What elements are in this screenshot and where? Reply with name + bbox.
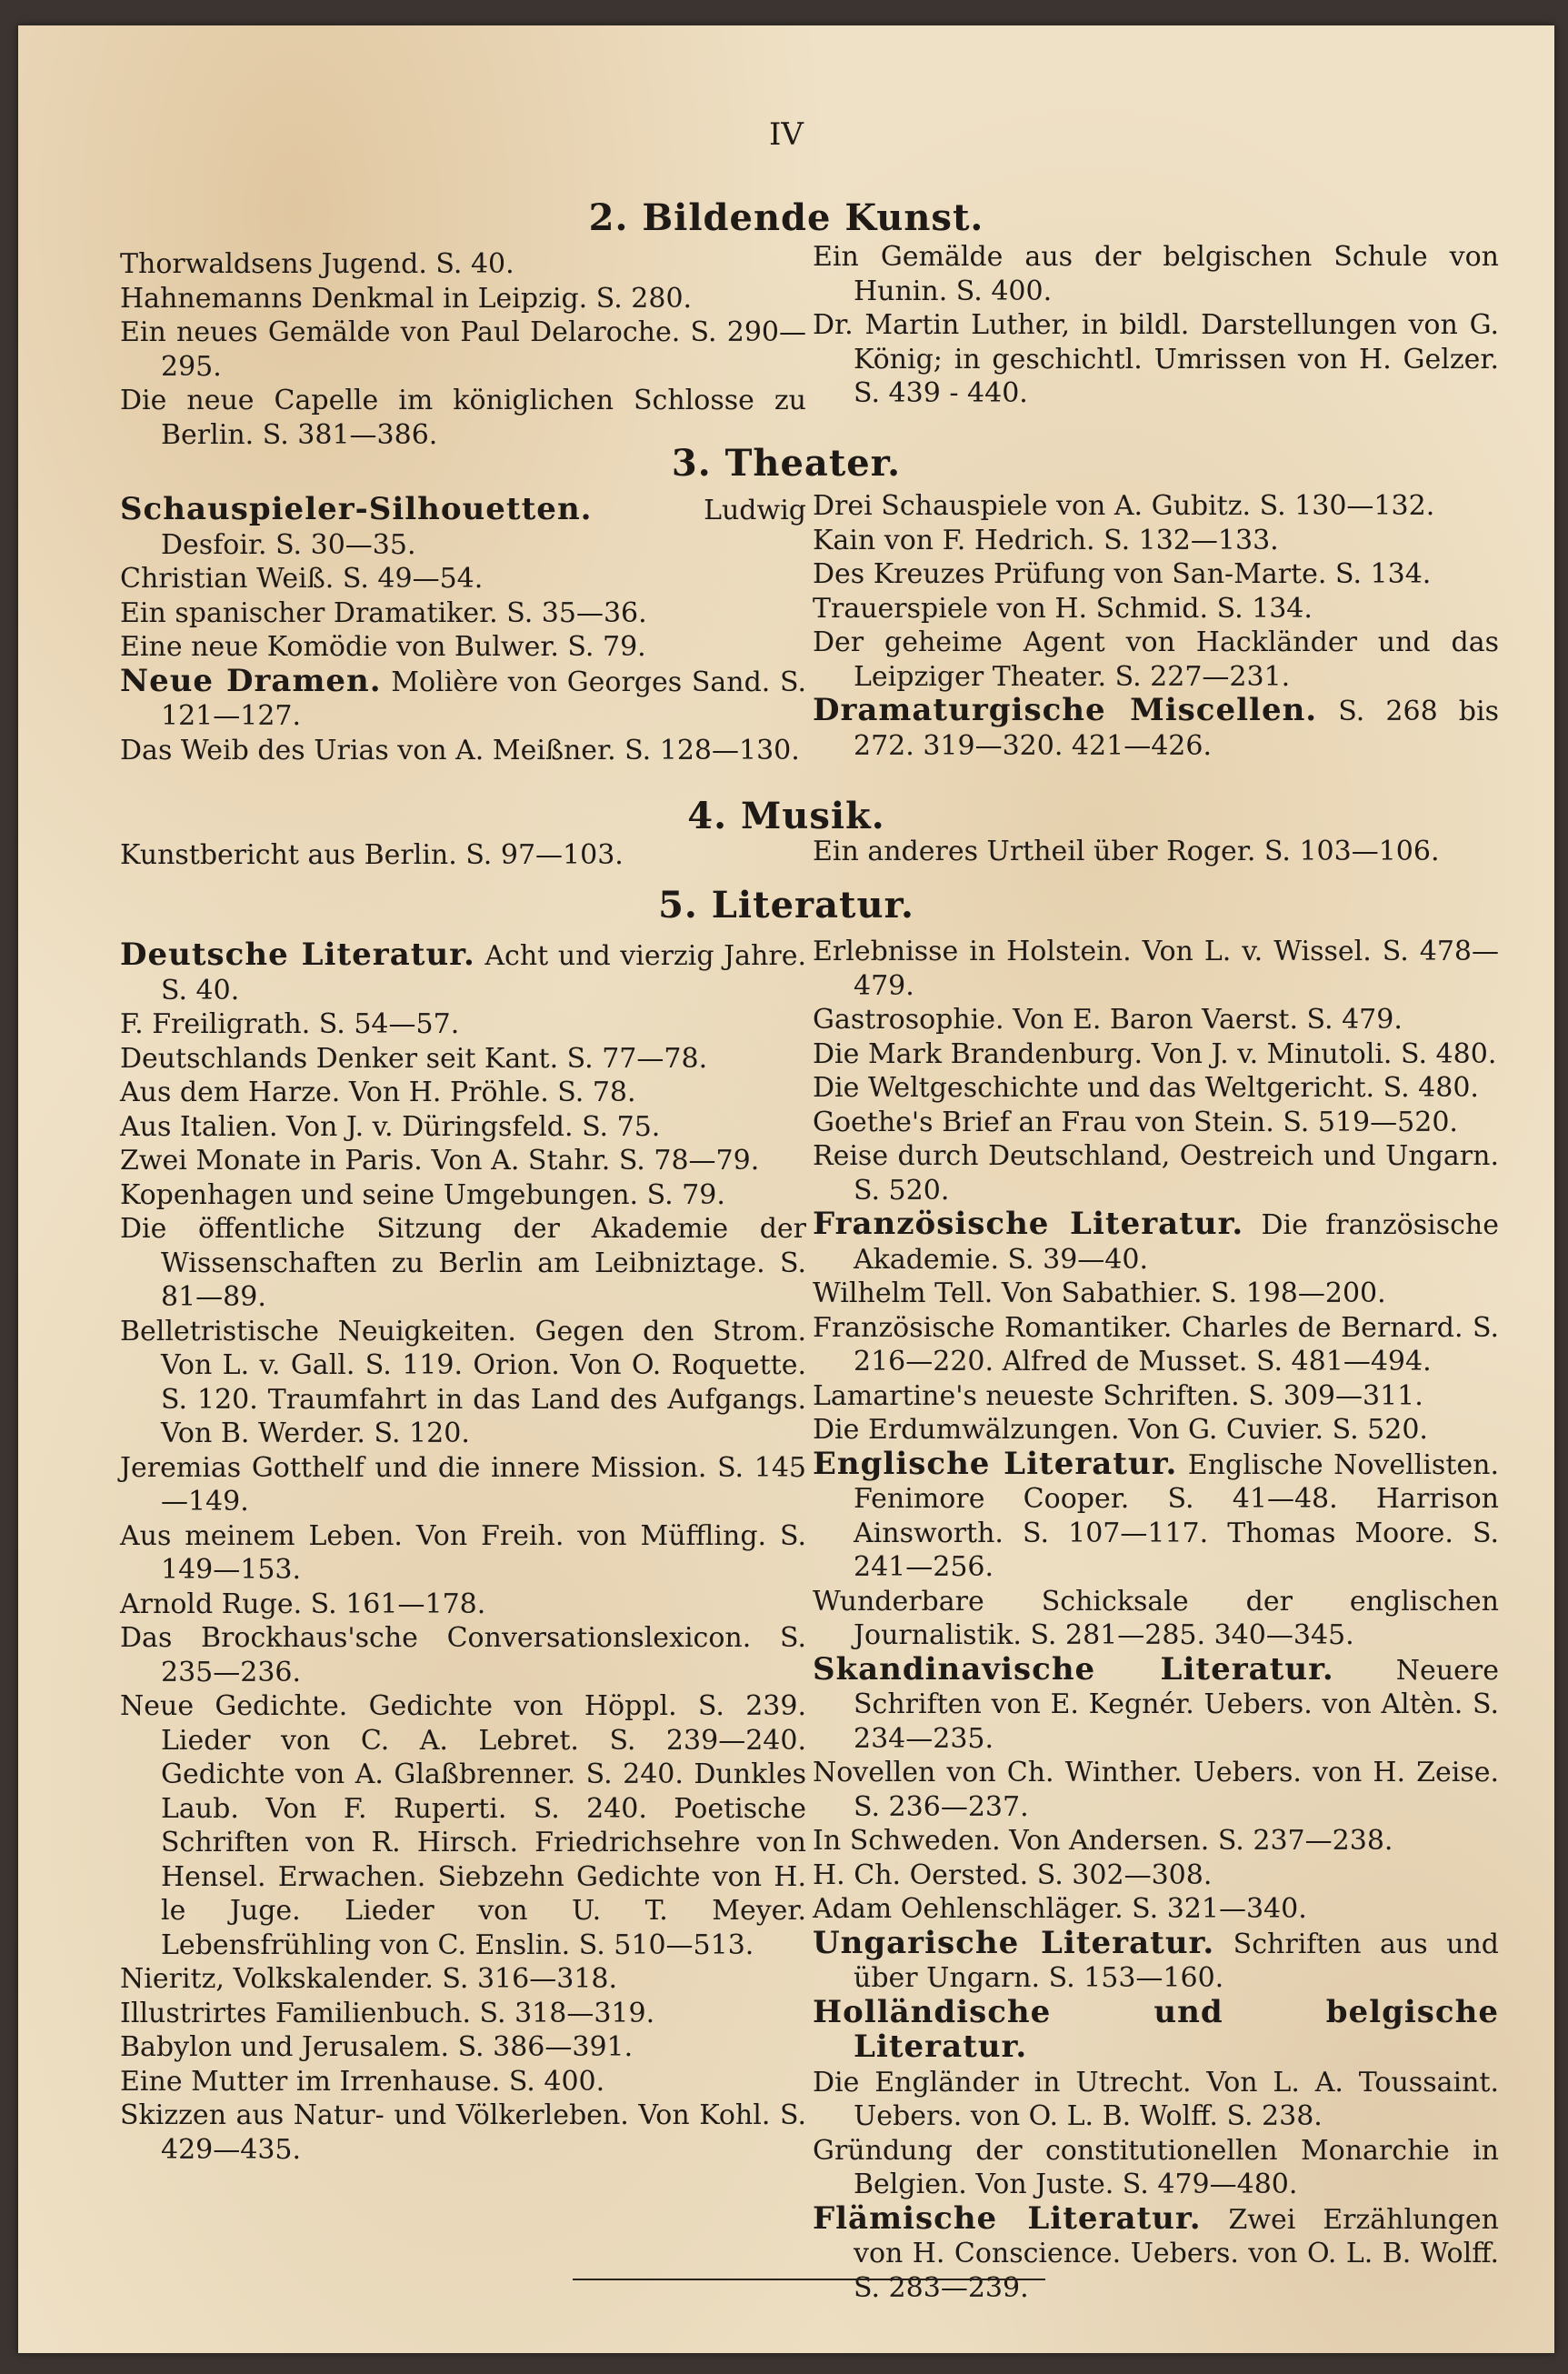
index-entry: [120, 282, 806, 316]
index-entry: [120, 1178, 806, 1213]
index-entry: [813, 1924, 1499, 1996]
index-entry: [813, 1413, 1499, 1447]
entry-text: Ein anderes Urtheil über Roger. S. 103—106.: [813, 836, 1440, 867]
index-entry: [120, 1621, 806, 1689]
entry-text: Hahnemanns Denkmal in Leipzig. S. 280.: [120, 282, 693, 315]
entry-text: Babylon und Jerusalem. S. 386—391.: [120, 2031, 634, 2063]
index-entry: [813, 1993, 1499, 2066]
index-entry: [813, 1071, 1499, 1106]
entry-text: Neuere Schriften von E. Kegnér. Uebers. von Altèn. S. 234—235.: [854, 1654, 1499, 1755]
index-entry: [120, 1689, 806, 1962]
entry-text: Belletristische Neuigkeiten. Gegen den Strom. Von L. v. Gall. S. 119. Orion. Von O. Roquette. S. 120. Traumfahrt in das Land des Aufgangs. Von B. Werder. S. 120.: [120, 1315, 806, 1449]
entry-text: Ein spanischer Dramatiker. S. 35—36.: [120, 596, 647, 629]
index-entry: [813, 1858, 1499, 1893]
entry-text: Das Brockhaus'sche Conversationslexicon. S. 235—236.: [120, 1622, 806, 1688]
entry-text: Kain von F. Hedrich. S. 132—133.: [813, 524, 1279, 556]
entry-category-heading: Flämische Literatur.: [813, 2199, 1202, 2237]
index-entry: [120, 662, 806, 734]
entry-text: Die Erdumwälzungen. Von G. Cuvier. S. 520.: [813, 1414, 1428, 1446]
entry-text: Nieritz, Volkskalender. S. 316—318.: [120, 1963, 618, 1995]
section-bildende-kunst-left-column: [120, 247, 806, 452]
entry-text: Eine Mutter im Irrenhause. S. 400.: [120, 2065, 605, 2098]
entry-category-heading: Dramaturgische Miscellen.: [813, 692, 1318, 728]
entry-text: Ein neues Gemälde von Paul Delaroche. S. 290—295.: [120, 316, 806, 383]
entry-text: Aus dem Harze. Von H. Pröhle. S. 78.: [120, 1077, 636, 1108]
entry-text: Molière von Georges Sand. S. 121—127.: [161, 666, 806, 732]
entry-category-heading: Englische Literatur.: [813, 1445, 1178, 1482]
index-entry: [120, 316, 806, 384]
section-musik-left-column: [120, 838, 806, 873]
index-entry: [813, 240, 1499, 308]
index-entry: [120, 2030, 806, 2065]
index-entry: [813, 592, 1499, 626]
index-entry: [813, 2066, 1499, 2134]
entry-text: Eine neue Komödie von Bulwer. S. 79.: [120, 631, 646, 663]
entry-category-heading: Neue Dramen.: [120, 662, 382, 699]
index-entry: [120, 596, 806, 631]
index-entry: [813, 1106, 1499, 1140]
index-entry: [813, 524, 1499, 558]
entry-text: Thorwaldsens Jugend. S. 40.: [120, 248, 514, 280]
index-entry: [813, 1311, 1499, 1379]
entry-category-heading: Deutsche Literatur.: [120, 937, 475, 973]
entry-text: Gastrosophie. Von E. Baron Vaerst. S. 479.: [813, 1004, 1403, 1036]
index-entry: [120, 1519, 806, 1588]
entry-text: Die öffentliche Sitzung der Akademie der Wissenschaften zu Berlin am Leibniztage. S. 81—89.: [120, 1213, 806, 1313]
section-title-bildende-kunst: 2. Bildende Kunst.: [588, 196, 984, 239]
entry-text: Zwei Monate in Paris. Von A. Stahr. S. 78—79.: [120, 1145, 760, 1177]
entry-text: Der geheime Agent von Hackländer und das Leipziger Theater. S. 227—231.: [813, 626, 1499, 693]
section-bildende-kunst-right-column: [813, 240, 1499, 411]
entry-text: Das Weib des Urias von A. Meißner. S. 128—130.: [120, 734, 800, 766]
index-entry: [813, 1003, 1499, 1037]
index-entry: [120, 1451, 806, 1519]
index-entry: [120, 247, 806, 282]
index-entry: [813, 1447, 1499, 1585]
index-entry: [813, 1892, 1499, 1927]
entry-text: Die Engländer in Utrecht. Von L. A. Toussaint. Uebers. von O. L. B. Wolff. S. 238.: [813, 2066, 1499, 2132]
index-entry: [813, 557, 1499, 592]
index-entry: [813, 1585, 1499, 1653]
section-literatur-right-column: [813, 935, 1499, 2305]
entry-text: Acht und vierzig Jahre. S. 40.: [161, 940, 806, 1007]
entry-text: Illustrirtes Familienbuch. S. 318—319.: [120, 1997, 655, 2029]
section-literatur-left-column: [120, 938, 806, 2167]
section-title-literatur: 5. Literatur.: [658, 884, 914, 927]
index-entry: [813, 935, 1499, 1003]
index-entry: [813, 1379, 1499, 1414]
index-entry: [813, 626, 1499, 694]
section-theater-right-column: [813, 489, 1499, 763]
entry-text: Skizzen aus Natur- und Völkerleben. Von Kohl. S. 429—435.: [120, 2099, 806, 2166]
entry-text: Trauerspiele von H. Schmid. S. 134.: [813, 592, 1313, 625]
index-entry: [813, 1207, 1499, 1277]
index-entry: [813, 2199, 1500, 2306]
entry-text: Zwei Erzählungen von H. Conscience. Uebers. von O. L. B. Wolff. S. 283—239.: [854, 2203, 1500, 2304]
entry-category-heading: Französische Literatur.: [813, 1206, 1244, 1242]
entry-text: Goethe's Brief an Frau von Stein. S. 519—520.: [813, 1106, 1458, 1138]
index-entry: [813, 2134, 1499, 2202]
index-entry: [120, 734, 806, 768]
index-entry: [813, 1037, 1499, 1072]
index-entry: [120, 2099, 806, 2167]
entry-text: Novellen von Ch. Winther. Uebers. von H. Zeise. S. 236—237.: [813, 1757, 1499, 1823]
entry-text: Neue Gedichte. Gedichte von Höppl. S. 239. Lieder von C. A. Lebret. S. 239—240. Gedichte von A. Glaßbrenner. S. 240. Dunkles Laub. Von F. Ruperti. S. 240. Poetische Schriften von R. Hirsch. Friedrichsehre von Hensel. Erwachen. Siebzehn Gedichte von H. le Juge. Lieder von U. T. Meyer. Lebensfrühling von C. Enslin. S. 510—513.: [120, 1690, 806, 1961]
entry-text: Ein Gemälde aus der belgischen Schule von Hunin. S. 400.: [813, 241, 1499, 307]
entry-text: Christian Weiß. S. 49—54.: [120, 563, 484, 595]
entry-text: Erlebnisse in Holstein. Von L. v. Wissel. S. 478—479.: [813, 936, 1499, 1002]
index-entry: [813, 308, 1499, 411]
entry-text: Jeremias Gotthelf und die innere Mission. S. 145—149.: [120, 1451, 806, 1518]
section-musik-right-column: [813, 835, 1499, 869]
entry-text: Aus meinem Leben. Von Freih. von Müffling. S. 149—153.: [120, 1519, 806, 1586]
index-entry: [120, 1144, 806, 1178]
entry-text: Schriften aus und über Ungarn. S. 153—160.: [854, 1928, 1499, 1994]
entry-text: Ludwig Desfoir. S. 30—35.: [161, 495, 806, 561]
entry-text: Des Kreuzes Prüfung von San-Marte. S. 134.: [813, 558, 1432, 590]
index-entry: [120, 493, 806, 562]
index-entry: [120, 2065, 806, 2099]
entry-text: Französische Romantiker. Charles de Bernard. S. 216—220. Alfred de Musset. S. 481—494.: [813, 1311, 1499, 1377]
entry-category-heading: Schauspieler-Silhouetten.: [120, 491, 593, 527]
index-entry: [813, 694, 1499, 763]
entry-text: Gründung der constitutionellen Monarchie in Belgien. Von Juste. S. 479—480.: [813, 2134, 1499, 2200]
entry-text: F. Freiligrath. S. 54—57.: [120, 1008, 460, 1040]
entry-text: Kopenhagen und seine Umgebungen. S. 79.: [120, 1178, 725, 1211]
index-entry: [120, 1997, 806, 2031]
entry-text: Die französische Akademie. S. 39—40.: [854, 1209, 1499, 1276]
entry-text: Wilhelm Tell. Von Sabathier. S. 198—200.: [813, 1277, 1386, 1309]
entry-text: Reise durch Deutschland, Oestreich und Ungarn. S. 520.: [813, 1140, 1499, 1207]
index-entry: [813, 489, 1499, 524]
closing-rule: [573, 2279, 1045, 2280]
entry-text: Die neue Capelle im königlichen Schlosse zu Berlin. S. 381—386.: [120, 385, 806, 451]
index-entry: [813, 1650, 1499, 1757]
entry-text: Die Weltgeschichte und das Weltgericht. S. 480.: [813, 1072, 1479, 1104]
entry-category-heading: Ungarische Literatur.: [813, 1924, 1215, 1961]
index-entry: [120, 1110, 806, 1145]
index-entry: [120, 1007, 806, 1042]
index-entry: [120, 630, 806, 665]
index-entry: [120, 1315, 806, 1451]
entry-text: Drei Schauspiele von A. Gubitz. S. 130—132.: [813, 490, 1435, 522]
section-title-musik: 4. Musik.: [687, 795, 885, 837]
entry-text: Englische Novellisten. Fenimore Cooper. S. 41—48. Harrison Ainsworth. S. 107—117. Thomas Moore. S. 241—256.: [854, 1448, 1499, 1583]
entry-text: Adam Oehlenschläger. S. 321—340.: [813, 1893, 1307, 1925]
page-number: IV: [769, 116, 804, 153]
entry-text: In Schweden. Von Andersen. S. 237—238.: [813, 1825, 1393, 1857]
entry-text: Wunderbare Schicksale der englischen Journalistik. S. 281—285. 340—345.: [813, 1585, 1499, 1651]
section-theater-left-column: [120, 493, 806, 767]
entry-text: Aus Italien. Von J. v. Düringsfeld. S. 75.: [120, 1110, 661, 1143]
index-entry: [120, 1588, 806, 1622]
entry-text: S. 268 bis 272. 319—320. 421—426.: [854, 696, 1499, 762]
index-entry: [813, 1277, 1499, 1311]
index-entry: [120, 938, 806, 1007]
index-entry: [120, 562, 806, 596]
index-entry: [813, 1824, 1499, 1858]
index-entry: [120, 1962, 806, 1997]
entry-category-heading: Holländische und belgische Literatur.: [813, 1993, 1499, 2065]
index-entry: [120, 1042, 806, 1077]
entry-text: Dr. Martin Luther, in bildl. Darstellungen von G. König; in geschichtl. Umrissen von H. Gelzer. S. 439 - 440.: [813, 309, 1499, 409]
entry-text: Kunstbericht aus Berlin. S. 97—103.: [120, 839, 624, 871]
index-entry: [813, 1139, 1499, 1207]
entry-text: Deutschlands Denker seit Kant. S. 77—78.: [120, 1042, 708, 1075]
index-entry: [120, 838, 806, 873]
index-entry: [813, 835, 1499, 869]
document-page: [18, 25, 1554, 2353]
section-title-theater: 3. Theater.: [671, 442, 902, 485]
index-entry: [813, 1756, 1499, 1824]
index-entry: [120, 1076, 806, 1110]
index-entry: [120, 1212, 806, 1315]
entry-text: Lamartine's neueste Schriften. S. 309—311.: [813, 1379, 1423, 1412]
entry-text: Arnold Ruge. S. 161—178.: [120, 1588, 486, 1620]
entry-text: Die Mark Brandenburg. Von J. v. Minutoli. S. 480.: [813, 1037, 1497, 1070]
entry-category-heading: Skandinavische Literatur.: [813, 1650, 1334, 1688]
entry-text: H. Ch. Oersted. S. 302—308.: [813, 1858, 1213, 1891]
